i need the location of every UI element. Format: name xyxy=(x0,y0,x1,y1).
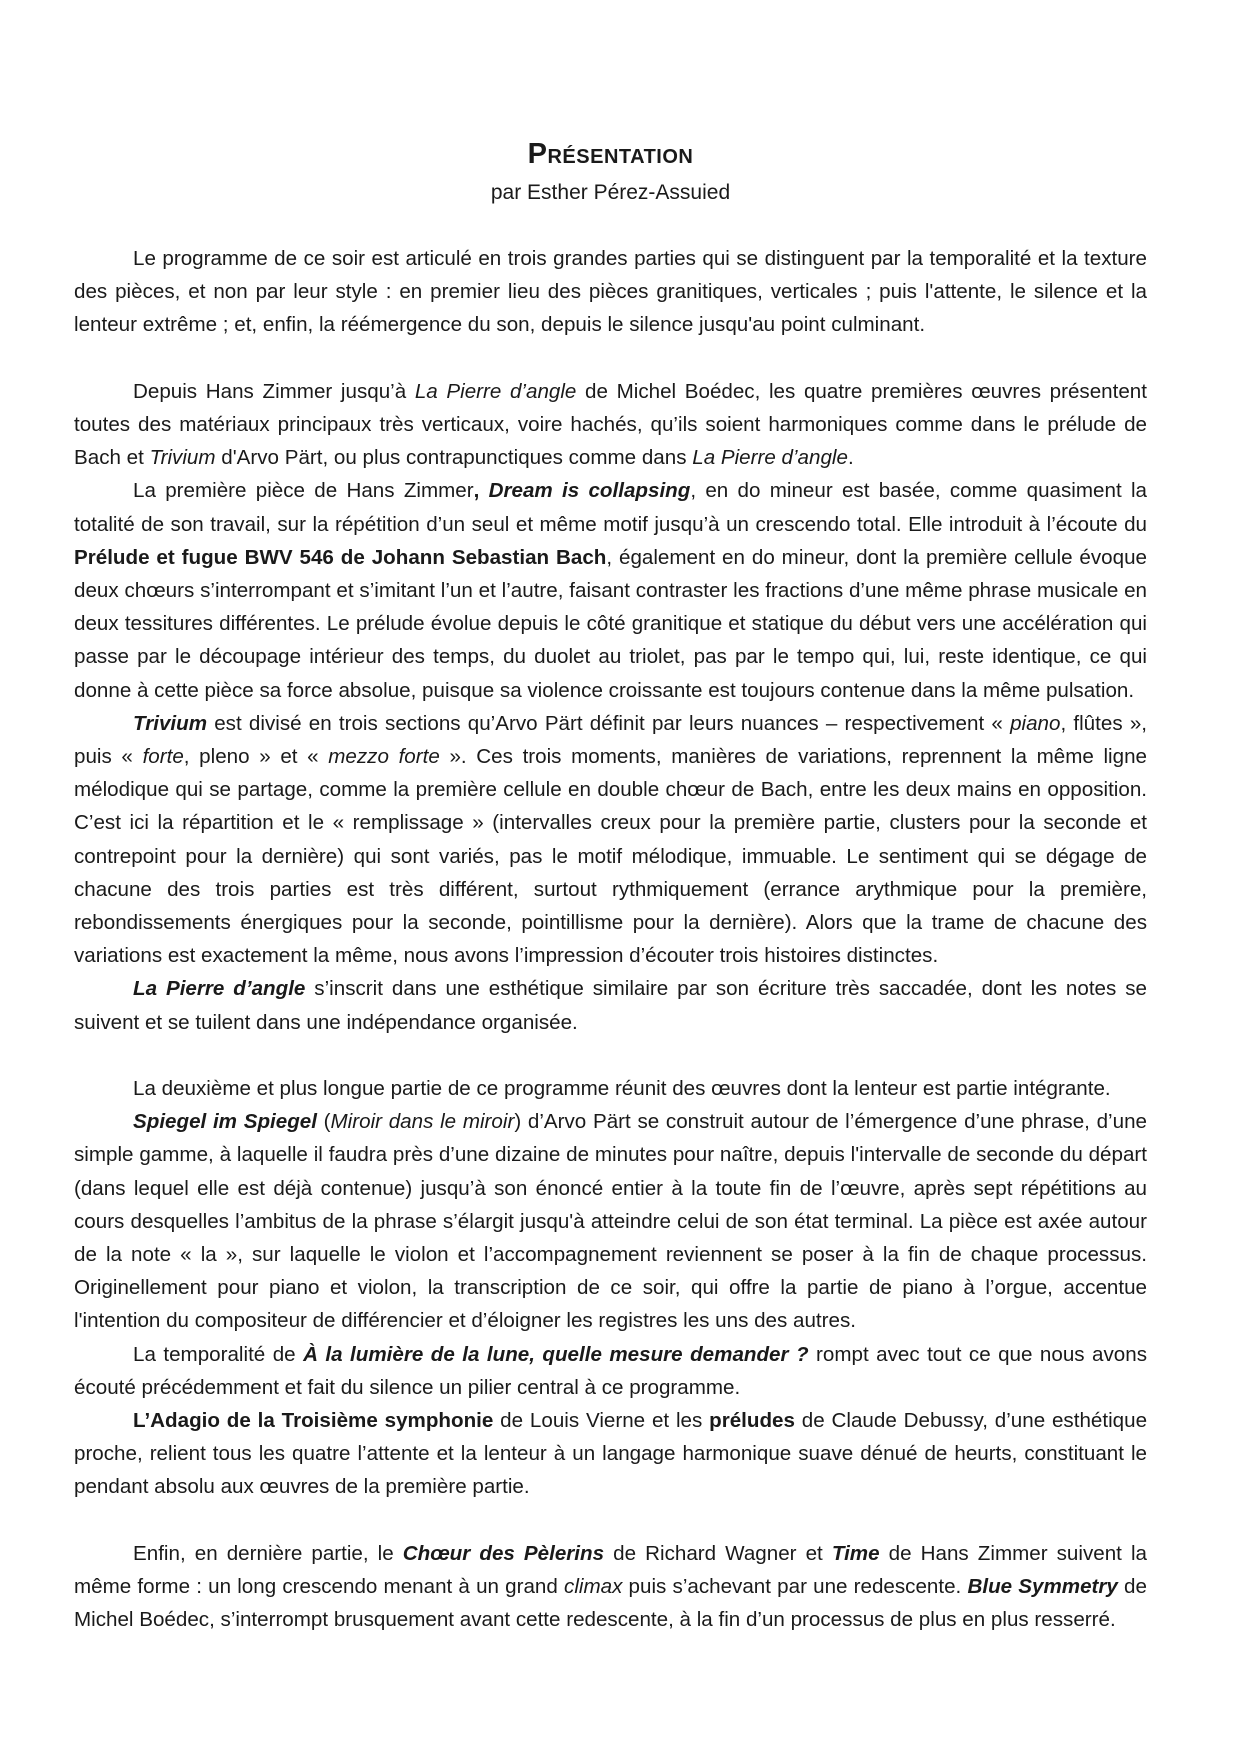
paragraph xyxy=(74,375,1147,475)
paragraph xyxy=(74,1404,1147,1504)
text-run: Depuis Hans Zimmer jusqu’à xyxy=(133,379,415,403)
emphasized-text: forte xyxy=(142,745,184,769)
emphasized-text: Miroir dans le miroir xyxy=(330,1110,515,1134)
text-run: de Michel Boédec, s’interrompt brusquement avant cette redescente, à la fin d’un processus de plus en plus resserré. xyxy=(74,1575,1147,1632)
document-page xyxy=(74,136,1147,1636)
text-run: puis s’achevant par une redescente. xyxy=(622,1575,968,1599)
text-run: La temporalité de xyxy=(133,1342,304,1366)
text-run: , pleno » et « xyxy=(183,745,329,769)
text-run: La deuxième et plus longue partie de ce programme réunit des œuvres dont la lenteur est partie intégrante. xyxy=(133,1077,1111,1101)
paragraph xyxy=(74,1105,1147,1337)
emphasized-text: À la lumière de la lune, quelle mesure demander ? xyxy=(303,1342,809,1366)
paragraph xyxy=(74,707,1147,973)
page-title: Présentation xyxy=(527,138,694,170)
emphasized-text: La Pierre d’angle xyxy=(133,977,306,1001)
text-run: ». Ces trois moments, manières de variations, reprennent la même ligne mélodique qui se partage, comme la première cellule en double chœur de Bach, entre les deux mains en opposition. C’est ici la répartition et le « remplissage » (intervalles creux pour la première partie, clusters pour la seconde et contrepoint pour la dernière) qui sont variés, pas le motif mélodique, immuable. Le sentiment qui se dégage de chacune des trois parties est très différent, surtout rythmiquement (errance arythmique pour la première, rebondissements énergiques pour la seconde, pointillisme pour la dernière). Alors que la trame de chacune des variations est exactement la même, nous avons l’impression d’écouter trois histoires distinctes. xyxy=(74,745,1147,968)
paragraph xyxy=(74,1072,1147,1105)
paragraph xyxy=(74,1338,1147,1404)
emphasized-text: , xyxy=(473,479,489,503)
emphasized-text: La Pierre d’angle xyxy=(414,379,577,403)
paragraph xyxy=(74,474,1147,706)
text-run: , en do mineur est basée, comme quasiment la totalité de son travail, sur la répétition d’un seul et même motif jusqu’à un crescendo total. Elle introduit à l’écoute du xyxy=(74,479,1147,536)
text-run: de Claude Debussy, d’une esthétique proche, relient tous les quatre l’attente et la lenteur à un langage harmonique suave dénué de heurts, constituant le pendant absolu aux œuvres de la première partie. xyxy=(74,1409,1148,1499)
emphasized-text: Dream is collapsing xyxy=(488,479,691,503)
text-run: s’inscrit dans une esthétique similaire par son écriture très saccadée, dont les notes se suivent et se tuilent dans une indépendance organisée. xyxy=(74,977,1147,1034)
text-run: d'Arvo Pärt, ou plus contrapunctiques comme dans xyxy=(215,446,693,470)
text-run: , flûtes », puis « xyxy=(74,711,1147,769)
emphasized-text: piano xyxy=(1010,711,1061,735)
text-run: de Louis Vierne et les xyxy=(493,1409,710,1433)
paragraph xyxy=(74,972,1147,1038)
text-run: Le programme de ce soir est articulé en trois grandes parties qui se distinguent par la temporalité et la texture des pièces, et non par leur style : en premier lieu des pièces granitiques, verticales ; puis l'attente, le silence et la lenteur extrême ; et, enfin, la réémergence du son, depuis le silence jusqu'au point culminant. xyxy=(74,247,1147,337)
emphasized-text: Blue Symmetry xyxy=(967,1575,1118,1599)
emphasized-text: mezzo forte xyxy=(328,745,440,769)
paragraph xyxy=(74,242,1147,342)
text-run: Enfin, en dernière partie, le xyxy=(133,1541,403,1565)
text-run: ) d’Arvo Pärt se construit autour de l’émergence d’une phrase, d’une simple gamme, à laquelle il faudra près d’une dizaine de minutes pour naître, depuis l'intervalle de seconde du départ (dans lequel elle est déjà contenue) jusqu’à son énoncé entier à la toute fin de l’œuvre, après sept répétitions au cours desquelles l’ambitus de la phrase s’élargit jusqu'à atteindre celui de son état terminal. La pièce est axée autour de la note « la », sur laquelle le violon et l’accompagnement reviennent se poser à la fin de chaque processus. Originellement pour piano et violon, la transcription de ce soir, qui offre la partie de piano à l’orgue, accentue l'intention du compositeur de différencier et d’éloigner les registres les uns des autres. xyxy=(74,1110,1147,1333)
emphasized-text: préludes xyxy=(709,1409,795,1433)
text-run: . xyxy=(847,446,854,470)
paragraph xyxy=(74,1537,1147,1637)
text-run: rompt avec tout ce que nous avons écouté précédemment et fait du silence un pilier central à ce programme. xyxy=(74,1342,1147,1399)
text-run: de Hans Zimmer suivent la même forme : un long crescendo menant à un grand xyxy=(74,1541,1147,1599)
emphasized-text: Spiegel im Spiegel xyxy=(133,1110,317,1134)
text-run: de Michel Boédec, les quatre premières œuvres présentent toutes des matériaux principaux très verticaux, voire hachés, qu’ils soient harmoniques comme dans le prélude de Bach et xyxy=(74,379,1147,470)
text-run: La première pièce de Hans Zimmer xyxy=(133,479,474,503)
emphasized-text: Trivium xyxy=(133,711,208,735)
text-run: de Richard Wagner et xyxy=(604,1541,832,1565)
text-run: ( xyxy=(316,1110,331,1134)
article-body xyxy=(74,242,1147,1636)
emphasized-text: Time xyxy=(831,1541,880,1565)
emphasized-text: L’Adagio de la Troisième symphonie xyxy=(133,1409,494,1433)
text-run: , également en do mineur, dont la première cellule évoque deux chœurs s’interrompant et s’imitant l’un et l’autre, faisant contraster les fractions d’une même phrase musicale en deux tessitures différentes. Le prélude évolue depuis le côté granitique et statique du début vers une accélération qui passe par le découpage intérieur des temps, du duolet au triolet, pas par le tempo qui, lui, reste identique, ce qui donne à cette pièce sa force absolue, puisque sa violence croissante est toujours contenue dans la même pulsation. xyxy=(74,545,1147,702)
author-byline: par Esther Pérez-Assuied xyxy=(490,181,731,204)
emphasized-text: La Pierre d’angle xyxy=(692,446,848,470)
text-run: est divisé en trois sections qu’Arvo Pärt définit par leurs nuances – respectivement « xyxy=(207,711,1011,735)
emphasized-text: climax xyxy=(564,1575,623,1599)
emphasized-text: Prélude et fugue BWV 546 de Johann Sebastian Bach xyxy=(74,545,607,569)
emphasized-text: Chœur des Pèlerins xyxy=(402,1541,605,1565)
emphasized-text: Trivium xyxy=(149,446,216,470)
